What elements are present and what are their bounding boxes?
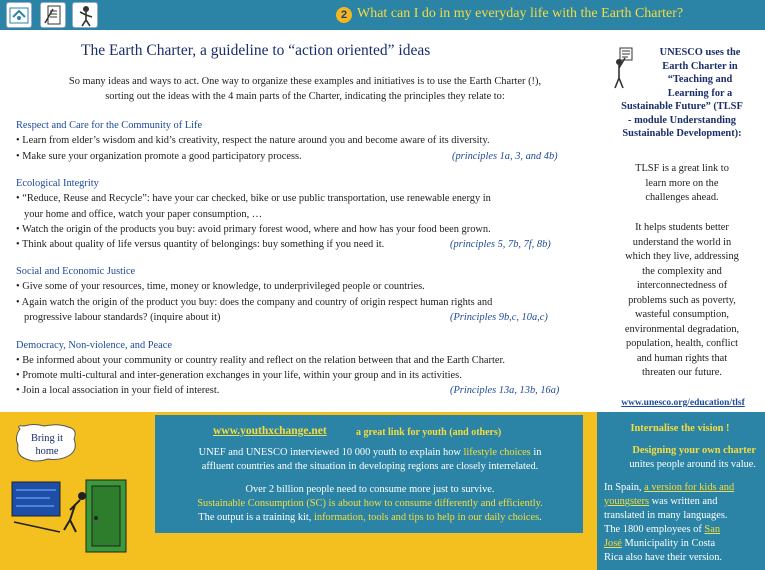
text-line: the complexity and bbox=[642, 265, 722, 277]
bullet-line: • Give some of your resources, time, money or knowledge, to underprivileged people or countries. bbox=[16, 281, 425, 292]
unesco-line: Earth Charter in bbox=[662, 60, 738, 72]
header-title: What can I do in my everyday life with the Earth Charter? bbox=[357, 6, 684, 21]
text-line: wasteful consumption, bbox=[634, 309, 730, 320]
principles-ref: (principles 1a, 3, and 4b) bbox=[452, 151, 558, 162]
youthxchange-paragraph-1 bbox=[160, 446, 580, 474]
bullet-line: your home and office, watch your paper consumption, … bbox=[24, 209, 263, 220]
bullet-line: • Learn from elder’s wisdom and kid’s creativity, respect the nature around you and become aware of its diversity. bbox=[16, 135, 490, 146]
bullet-line: progressive labour standards? (inquire about it) bbox=[24, 312, 221, 323]
text-line: problems such as poverty, bbox=[628, 294, 736, 306]
youthxchange-link-suffix: a great link for youth (and others) bbox=[356, 427, 502, 438]
p1-text-a: UNEF and UNESCO interviewed 10 000 youth to explain how bbox=[198, 447, 464, 458]
youthxchange-paragraph-2 bbox=[160, 483, 580, 525]
youngsters-link[interactable]: youngsters bbox=[604, 496, 650, 507]
section-heading-respect: Respect and Care for the Community of Life bbox=[16, 120, 203, 131]
header-number: 2 bbox=[336, 7, 352, 23]
internalise-title: Internalise the vision ! bbox=[630, 423, 730, 434]
text-line: challenges ahead. bbox=[645, 192, 719, 203]
section-heading-social: Social and Economic Justice bbox=[16, 266, 136, 277]
document-icon[interactable] bbox=[40, 2, 66, 28]
jose-link[interactable]: José bbox=[604, 538, 622, 549]
p2-line-1: Over 2 billion people need to consume more just to survive. bbox=[245, 484, 495, 495]
bring-label-1: Bring it bbox=[30, 433, 64, 444]
p2-text-a: The output is a training kit, bbox=[198, 512, 315, 523]
text-line: and human rights that bbox=[636, 352, 728, 364]
youthxchange-link[interactable]: www.youthxchange.net bbox=[213, 425, 327, 437]
principles-ref: (Principles 13a, 13b, 16a) bbox=[450, 385, 560, 396]
main-title: The Earth Charter, a guideline to “action oriented” ideas bbox=[81, 42, 431, 59]
helps-paragraph bbox=[604, 221, 760, 381]
tlsf-line: Sustainable Future” (TLSF bbox=[621, 101, 743, 112]
intro-line: sorting out the ideas with the 4 main parts of the Charter, indicating the principles they relate to: bbox=[105, 91, 505, 102]
unesco-line: “Teaching and bbox=[667, 74, 733, 85]
bullet-line: • Be informed about your community or country reality and reflect on the relation between that and the Earth Charter. bbox=[16, 355, 505, 366]
door-illustration-icon bbox=[10, 470, 150, 560]
unesco-heading bbox=[640, 46, 760, 100]
unesco-line: Learning for a bbox=[667, 87, 733, 99]
san-link[interactable]: San bbox=[704, 524, 721, 535]
text-line: interconnectedness of bbox=[636, 280, 728, 291]
section-heading-ecological: Ecological Integrity bbox=[16, 178, 99, 189]
san-jose-a: The 1800 employees of bbox=[604, 524, 705, 535]
bullet-line: • Promote multi-cultural and inter-generation exchanges in your life, within your group and in its activities. bbox=[16, 370, 462, 381]
unites-people: unites people around its value. bbox=[629, 459, 756, 470]
text-line: learn more on the bbox=[645, 177, 719, 189]
text-line: threaten our future. bbox=[642, 367, 722, 378]
intro-line: So many ideas and ways to act. One way to organize these examples and initiatives is to use the Earth Charter (!), bbox=[68, 76, 542, 87]
bring-it-home-bubble bbox=[14, 423, 80, 467]
text-line: TLSF is a great link to bbox=[635, 163, 729, 174]
p1-text-b: in bbox=[530, 447, 542, 458]
p1-highlight: lifestyle choices bbox=[463, 447, 531, 458]
p2-line-2: Sustainable Consumption (SC) is about how to consume differently and efficiently. bbox=[197, 498, 543, 509]
bullet-line: • Watch the origin of the products you buy: avoid primary forest wood, where and how has your food been grown. bbox=[16, 224, 491, 235]
p2-highlight: information, tools and tips to help in our daily choices bbox=[314, 512, 540, 523]
text-line: It helps students better bbox=[635, 222, 729, 233]
bullet-line: • Join a local association in your field of interest. bbox=[16, 385, 220, 396]
principles-ref: (Principles 9b,c, 10a,c) bbox=[450, 312, 548, 323]
sign-figure-icon bbox=[612, 46, 636, 90]
text-line: understand the world in bbox=[632, 236, 732, 248]
bullet-line: • Make sure your organization promote a good participatory process. bbox=[16, 151, 302, 162]
spain-a: In Spain, bbox=[604, 482, 645, 493]
section-heading-democracy: Democracy, Non-violence, and Peace bbox=[16, 340, 172, 351]
spain-paragraph bbox=[604, 481, 756, 565]
bring-label-2: home bbox=[35, 446, 59, 457]
kids-version-link[interactable]: a version for kids and bbox=[644, 482, 735, 493]
principles-ref: (principles 5, 7b, 7f, 8b) bbox=[450, 239, 551, 250]
rica-line: Rica also have their version. bbox=[604, 552, 723, 563]
header-bar bbox=[0, 0, 765, 30]
tlsf-line: Sustainable Development): bbox=[622, 128, 742, 139]
figure-icon[interactable] bbox=[72, 2, 98, 28]
home-icon[interactable] bbox=[6, 2, 32, 28]
tlsf-link[interactable]: www.unesco.org/education/tlsf bbox=[621, 398, 745, 408]
bullet-line: • Think about quality of life versus quantity of belongings: buy something if you need it. bbox=[16, 239, 385, 250]
text-line: environmental degradation, bbox=[624, 323, 740, 335]
spain-b: was written and bbox=[649, 496, 718, 507]
p2-text-b: . bbox=[539, 512, 542, 523]
spain-c: translated in many languages. bbox=[604, 510, 728, 521]
text-line: which they live, addressing bbox=[625, 251, 739, 262]
municipality-b: Municipality in Costa bbox=[621, 538, 716, 549]
tlsf-heading bbox=[604, 100, 760, 141]
unesco-line: UNESCO uses the bbox=[659, 47, 741, 58]
designing-charter: Designing your own charter bbox=[632, 445, 756, 456]
text-line: population, health, conflict bbox=[626, 338, 738, 349]
tlsf-paragraph bbox=[604, 162, 760, 206]
p1-line-2: affluent countries and the situation in developing regions are closely interrelated. bbox=[201, 461, 539, 472]
bullet-line: • Again watch the origin of the product you buy: does the company and country of origin respect human rights and bbox=[16, 297, 493, 308]
tlsf-line: - module Understanding bbox=[628, 114, 736, 126]
intro bbox=[20, 74, 590, 104]
bullet-line: • “Reduce, Reuse and Recycle”: have your car checked, bike or use public transportation, use renewable energy in bbox=[16, 193, 491, 204]
